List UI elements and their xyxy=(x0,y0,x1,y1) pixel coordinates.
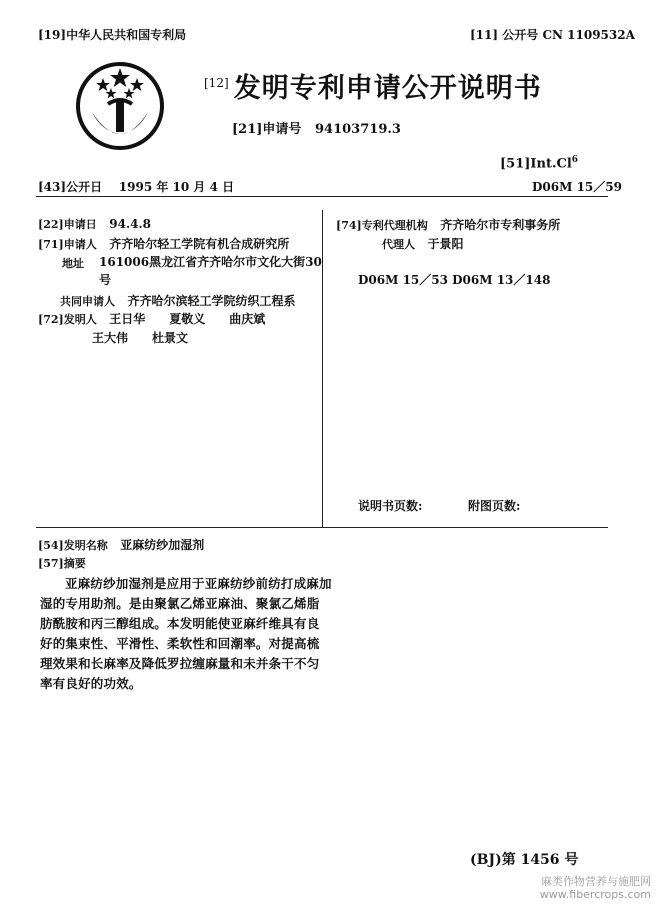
abstract-heading xyxy=(38,555,86,571)
name-value: 亚麻纺纱加湿剂 xyxy=(120,538,205,552)
inventors-line1: 王日华 夏敬义 曲庆斌 xyxy=(109,312,266,326)
title-text: 发明专利申请公开说明书 xyxy=(233,73,542,104)
applicant-value: 齐齐哈尔轻工学院有机合成研究所 xyxy=(109,237,290,251)
abstract-text: 亚麻纺纱加湿剂是应用于亚麻纺纱前纺打成麻加湿的专用助剂。是由聚氯乙烯亚麻油、聚氯乙烯脂肪酰胺和丙三醇组成。本发明能使亚麻纤维具有良好的集束性、平滑性、柔软性和回潮率。对提高梳理效果和长麻率及降低罗拉缠麻量和未并条干不匀率有良好的功效。 xyxy=(40,576,332,691)
fig-pages-label: 附图页数: xyxy=(468,499,521,513)
applicant-tag: [71] xyxy=(38,238,64,251)
top-rule xyxy=(36,196,608,197)
pubno-value: CN 1109532A xyxy=(542,28,635,42)
patent-agency xyxy=(336,216,560,233)
invention-name xyxy=(38,536,204,553)
filing-date xyxy=(38,216,151,232)
address-line2: 号 xyxy=(99,273,112,287)
watermark-line2: www.fibercrops.com xyxy=(539,888,651,901)
intcl-tag: [51] xyxy=(500,156,531,172)
classification-codes: D06M 15／53 D06M 13／148 xyxy=(358,273,551,287)
coapplicant-value: 齐齐哈尔滨轻工学院纺织工程系 xyxy=(127,294,296,308)
intcl-value: D06M 15／59 xyxy=(532,180,622,194)
name-label: 发明名称 xyxy=(63,539,108,552)
agent-value: 于景阳 xyxy=(427,237,464,251)
address-line1: 161006黑龙江省齐齐哈尔市文化大街30 xyxy=(99,255,322,269)
co-applicant xyxy=(60,292,296,309)
applicant xyxy=(38,235,289,252)
application-value: 94103719.3 xyxy=(315,122,401,137)
inventors xyxy=(38,310,265,327)
pubno-label: 公开号 xyxy=(502,28,539,42)
column-divider xyxy=(322,210,323,528)
pubdate-label: 公开日 xyxy=(66,180,103,194)
agency-value: 齐齐哈尔市专利事务所 xyxy=(440,218,561,232)
publication-date xyxy=(38,178,234,195)
intcl-label: Int.Cl xyxy=(530,156,572,172)
inventors-line2: 王大伟 杜景文 xyxy=(92,331,189,345)
coapplicant-label: 共同申请人 xyxy=(60,295,115,308)
bottom-rule xyxy=(36,527,608,528)
pubdate-value: 1995 年 10 月 4 日 xyxy=(118,180,235,194)
country-name: 中华人民共和国专利局 xyxy=(66,28,187,42)
agency-label: 专利代理机构 xyxy=(361,219,428,232)
document-title xyxy=(204,66,542,105)
patent-agent xyxy=(382,235,464,252)
filing-value: 94.4.8 xyxy=(109,217,152,231)
pubdate-tag: [43] xyxy=(38,180,67,194)
pubno-tag: [11] xyxy=(470,28,499,42)
publication-number xyxy=(470,26,635,43)
inventor-tag: [72] xyxy=(38,313,64,326)
application-tag: [21] xyxy=(232,122,263,137)
spec-pages-label: 说明书页数: xyxy=(358,499,423,513)
footer-code: (BJ)第 1456 号 xyxy=(470,852,579,868)
inventor-label: 发明人 xyxy=(63,313,97,326)
name-tag: [54] xyxy=(38,539,64,552)
abstract-tag: [57] xyxy=(38,557,64,570)
application-label: 申请号 xyxy=(262,122,302,137)
filing-label: 申请日 xyxy=(63,218,97,231)
national-emblem-icon xyxy=(74,60,166,152)
agent-label: 代理人 xyxy=(382,238,415,251)
intcl-heading xyxy=(500,155,578,171)
country-tag: [19] xyxy=(38,28,67,42)
application-number xyxy=(232,118,401,137)
applicant-label: 申请人 xyxy=(63,238,97,251)
watermark-line1: 麻类作物营养与施肥网 xyxy=(541,875,651,888)
country-header xyxy=(38,26,186,43)
title-tag: [12] xyxy=(204,76,229,90)
abstract-label: 摘要 xyxy=(63,557,86,570)
address-label: 地址 xyxy=(62,257,84,270)
agency-tag: [74] xyxy=(336,219,362,232)
filing-tag: [22] xyxy=(38,218,64,231)
intcl-superscript: 6 xyxy=(571,155,579,165)
watermark xyxy=(540,875,651,901)
